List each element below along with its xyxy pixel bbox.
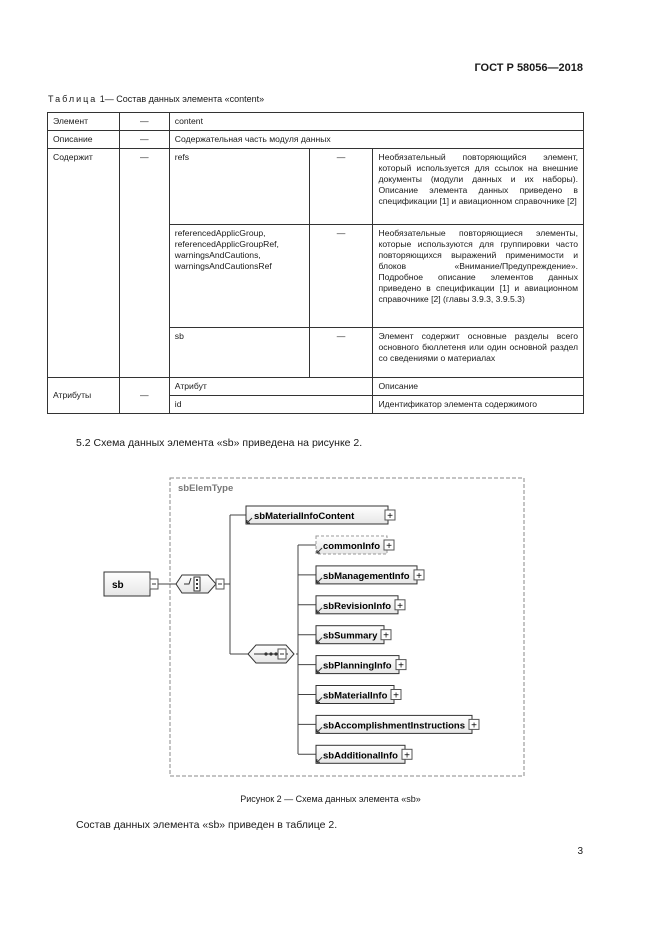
table-row xyxy=(48,149,584,225)
element-sbManagementInfo[interactable] xyxy=(298,566,424,584)
expand-symbol: + xyxy=(387,511,393,522)
element-label: sbPlanningInfo xyxy=(323,660,392,672)
child-name: referencedApplicGroup, referencedApplicGroupRef, warningsAndCautions, warningsAndCautionsRef xyxy=(169,225,309,328)
type-label: sbElemType xyxy=(178,483,234,494)
element-commonInfo[interactable] xyxy=(298,536,394,554)
expand-symbol: + xyxy=(398,660,404,672)
dash-cell: — xyxy=(119,131,169,149)
table-row xyxy=(48,131,584,149)
dash-cell: — xyxy=(309,149,373,225)
attr-header-desc: Описание xyxy=(373,378,584,396)
expand-symbol: + xyxy=(471,720,477,732)
element-label: sbSummary xyxy=(323,630,378,642)
element-sbPlanningInfo[interactable] xyxy=(298,656,406,674)
element-label: sbAdditionalInfo xyxy=(323,750,398,762)
child-name: sb xyxy=(169,328,309,378)
expand-symbol: + xyxy=(386,541,392,552)
dash-cell: — xyxy=(309,328,373,378)
child-name: refs xyxy=(169,149,309,225)
dash-cell: — xyxy=(119,113,169,131)
element-label: sbMaterialInfoContent xyxy=(254,511,355,522)
element-label: sbManagementInfo xyxy=(323,570,410,582)
child-description: Элемент содержит основные разделы всего основного бюллетеня или один основной раздел со сведениями о материалах xyxy=(373,328,584,378)
row-label: Атрибуты xyxy=(48,378,120,414)
element-sbRevisionInfo[interactable] xyxy=(298,596,405,614)
table-row xyxy=(48,113,584,131)
expand-symbol: + xyxy=(393,690,399,702)
document-header: ГОСТ Р 58056—2018 xyxy=(474,62,583,74)
row-label: Описание xyxy=(48,131,120,149)
expand-symbol: + xyxy=(383,630,389,642)
element-sbAdditionalInfo[interactable] xyxy=(298,745,412,763)
element-label: commonInfo xyxy=(323,541,380,552)
table-caption-title: 1— Состав данных элемента «content» xyxy=(97,94,265,104)
description-value: Содержательная часть модуля данных xyxy=(169,131,583,149)
element-label: sbAccomplishmentInstructions xyxy=(323,720,465,732)
child-description: Необязательные повторяющиеся элементы, которые используются для группировки часто повторяющихся выражений применимости и блоков «Внимание/Предупреждение». Подробное описание элементов данных приведено в спецификации [1] и авиационном справочнике [2] (главы 3.9.3, 3.9.5.3) xyxy=(373,225,584,328)
expand-symbol: + xyxy=(416,570,422,582)
element-sbSummary[interactable] xyxy=(298,626,391,644)
element-label: sbMaterialInfo xyxy=(323,690,388,702)
dash-cell: — xyxy=(119,149,169,378)
content-table xyxy=(47,112,584,414)
schema-diagram xyxy=(100,474,540,784)
row-label: Элемент xyxy=(48,113,120,131)
row-label: Содержит xyxy=(48,149,120,378)
paragraph-table-ref: Состав данных элемента «sb» приведен в таблице 2. xyxy=(76,819,338,831)
attr-desc: Идентификатор элемента содержимого xyxy=(373,396,584,414)
choice-compositor[interactable] xyxy=(248,645,294,663)
root-element[interactable] xyxy=(104,572,158,596)
attr-header-name: Атрибут xyxy=(169,378,373,396)
page-number: 3 xyxy=(577,846,583,857)
figure-caption: Рисунок 2 — Схема данных элемента «sb» xyxy=(240,794,421,804)
expand-symbol: + xyxy=(397,600,403,612)
table-caption-prefix: Таблица xyxy=(48,94,98,104)
element-value: content xyxy=(169,113,583,131)
table-caption xyxy=(48,94,264,104)
element-sbMaterialInfo[interactable] xyxy=(298,686,401,704)
element-sbAccomplishmentInstructions[interactable] xyxy=(298,715,479,733)
root-label: sb xyxy=(112,580,124,591)
connectors xyxy=(158,515,298,754)
expand-symbol: + xyxy=(404,750,410,762)
sequence-compositor[interactable] xyxy=(176,575,224,593)
child-description: Необязательный повторяющийся элемент, который используется для ссылок на внешние документы (модули данных и их наборы). Описание элемента данных приведено в спецификации [1] и авиационном справочнике [2] xyxy=(373,149,584,225)
element-label: sbRevisionInfo xyxy=(323,600,392,612)
element-sbMaterialInfoContent[interactable] xyxy=(246,506,395,524)
table-row xyxy=(48,378,584,396)
paragraph-figure-ref: 5.2 Схема данных элемента «sb» приведена на рисунке 2. xyxy=(76,437,363,449)
choice-children xyxy=(298,536,479,763)
dash-cell: — xyxy=(309,225,373,328)
attr-name: id xyxy=(169,396,373,414)
dash-cell: — xyxy=(119,378,169,414)
